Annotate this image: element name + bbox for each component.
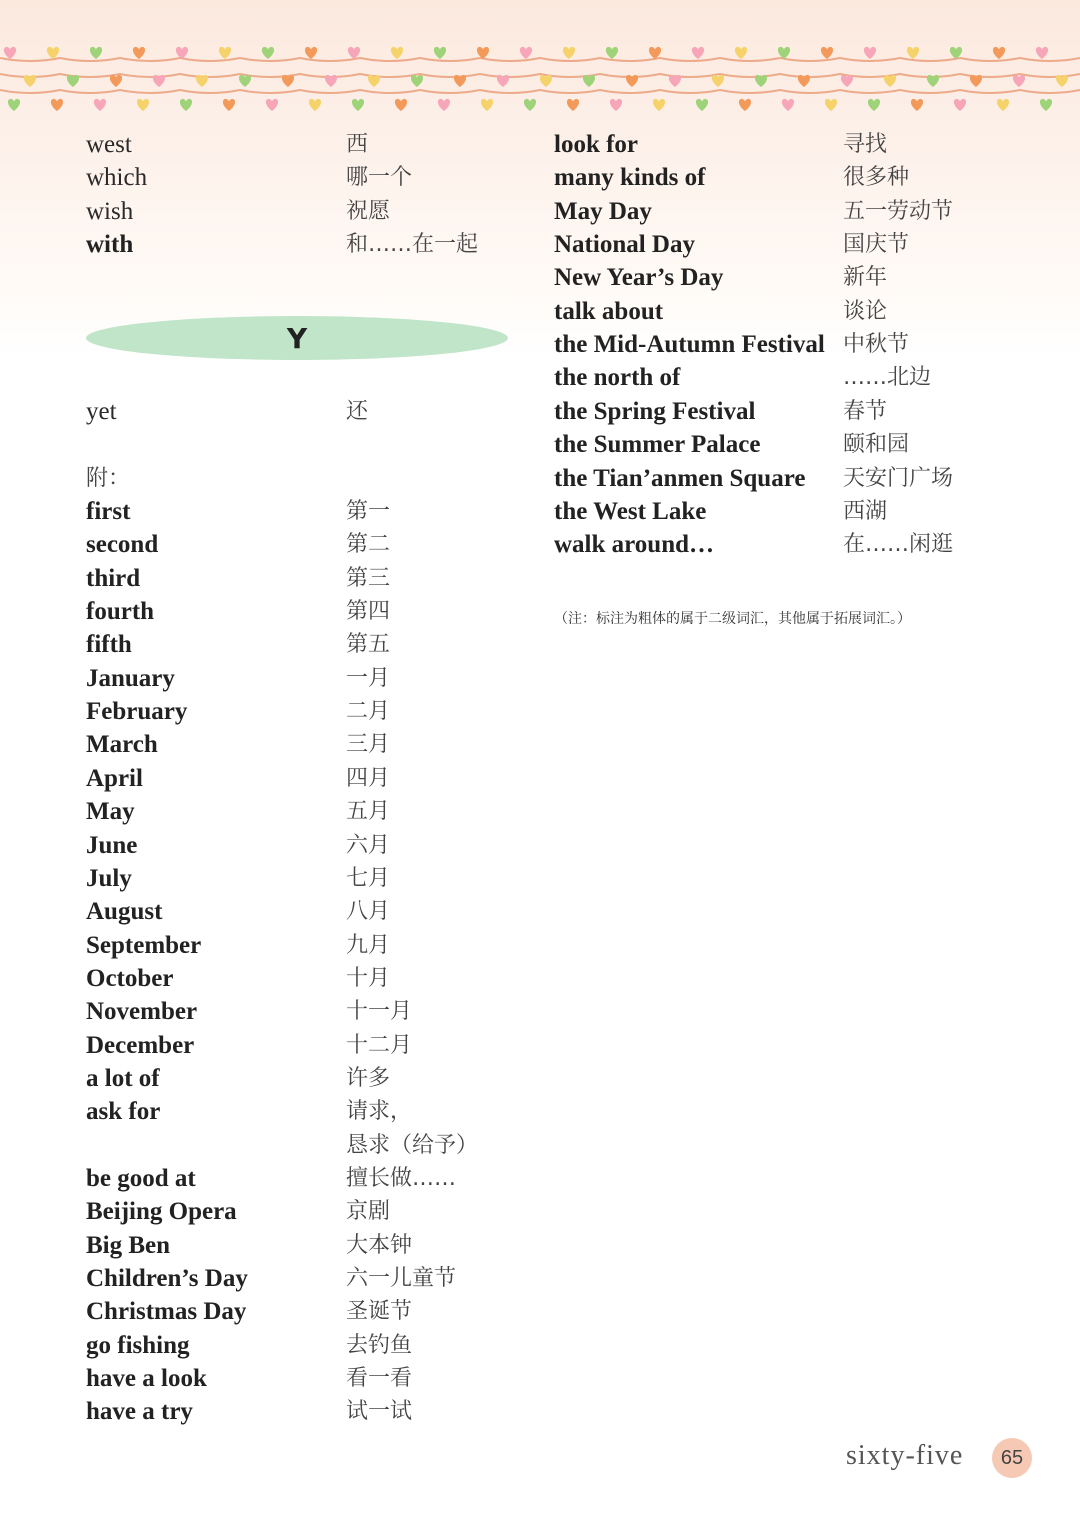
heart-icon (997, 99, 1009, 111)
heart-icon (481, 99, 493, 111)
heart-icon (563, 47, 575, 59)
word-english: Children’s Day (86, 1265, 248, 1293)
word-english: February (86, 698, 188, 726)
appendix-label: 附： (86, 466, 131, 491)
word-chinese: 二月 (346, 699, 391, 725)
word-chinese: 第四 (346, 599, 391, 625)
word-english: December (86, 1031, 195, 1059)
heart-icon (696, 99, 708, 111)
word-english: the north of (554, 364, 681, 392)
heart-icon (884, 75, 896, 87)
page-number-word: sixty-five (846, 1440, 964, 1471)
heart-icon (180, 99, 192, 111)
heart-icon (841, 75, 853, 87)
word-english: have a try (86, 1398, 193, 1426)
word-chinese: 恳求（给予） (346, 1132, 479, 1158)
word-chinese: 中秋节 (843, 332, 910, 358)
word-english: June (86, 831, 138, 859)
word-chinese: 看一看 (346, 1366, 413, 1392)
word-english: be good at (86, 1165, 196, 1192)
word-english: talk about (554, 297, 664, 325)
word-chinese: 还 (346, 399, 369, 424)
heart-icon (219, 47, 231, 59)
heart-icon (524, 99, 536, 111)
heart-icon (239, 75, 251, 87)
heart-icon (411, 75, 423, 87)
word-english: Big Ben (86, 1231, 171, 1259)
word-english: west (86, 131, 132, 158)
heart-icon (911, 99, 923, 111)
heart-icon (8, 99, 20, 111)
word-chinese: 和……在一起 (346, 232, 479, 258)
word-chinese: 国庆节 (843, 232, 910, 258)
word-english: the West Lake (554, 497, 707, 525)
heart-icon (825, 99, 837, 111)
word-english: May (86, 798, 135, 826)
heart-icon (434, 47, 446, 59)
heart-icon (606, 47, 618, 59)
word-english: the Summer Palace (554, 431, 761, 459)
heart-garland-decoration (0, 30, 1080, 130)
word-english: the Tian’anmen Square (554, 464, 806, 492)
word-english: yet (86, 398, 117, 425)
word-chinese: 一月 (346, 665, 391, 691)
word-chinese: 新年 (843, 265, 888, 291)
heart-icon (137, 99, 149, 111)
word-english: April (86, 764, 143, 792)
word-chinese: 春节 (843, 398, 888, 424)
word-chinese: 十一月 (346, 999, 413, 1025)
garland-string (0, 58, 1080, 61)
word-chinese: 哪一个 (346, 165, 413, 191)
heart-icon (110, 75, 122, 87)
word-english: first (86, 498, 131, 525)
word-english: wish (86, 197, 134, 225)
word-chinese: 西 (346, 132, 369, 157)
word-english: Christmas Day (86, 1298, 247, 1326)
word-chinese: 试一试 (346, 1399, 413, 1425)
word-chinese: 第五 (346, 632, 391, 658)
heart-icon (352, 99, 364, 111)
heart-icon (266, 99, 278, 111)
heart-icon (4, 47, 16, 59)
heart-icon (540, 75, 552, 87)
word-chinese: 天安门广场 (843, 465, 954, 491)
heart-icon (782, 99, 794, 111)
heart-icon (94, 99, 106, 111)
word-english: many kinds of (554, 164, 706, 192)
heart-icon (954, 99, 966, 111)
heart-icon (653, 99, 665, 111)
heart-icon (176, 47, 188, 59)
word-chinese: 十二月 (346, 1032, 413, 1058)
word-chinese: 三月 (346, 732, 391, 758)
heart-icon (438, 99, 450, 111)
heart-icon (47, 47, 59, 59)
heart-icon (567, 99, 579, 111)
word-english: look for (554, 131, 639, 158)
heart-icon (520, 47, 532, 59)
word-english: which (86, 164, 148, 192)
word-english: walk around… (554, 531, 715, 559)
word-english: August (86, 898, 163, 926)
heart-icon (395, 99, 407, 111)
word-english: May Day (554, 197, 652, 225)
word-english: November (86, 998, 198, 1026)
word-chinese: 祝愿 (346, 198, 391, 224)
word-english: with (86, 231, 134, 259)
word-english: January (86, 664, 175, 692)
word-english: third (86, 564, 141, 592)
word-chinese: 七月 (346, 865, 391, 891)
word-chinese: 第二 (346, 532, 391, 558)
heart-icon (739, 99, 751, 111)
word-chinese: 请求， (346, 1099, 413, 1125)
heart-icon (610, 99, 622, 111)
word-english: fourth (86, 598, 155, 626)
word-chinese: 去钓鱼 (346, 1332, 413, 1358)
word-chinese: 八月 (346, 899, 391, 925)
section-letter: Y (286, 321, 308, 355)
word-english: New Year’s Day (554, 264, 724, 292)
word-chinese: 擅长做…… (346, 1166, 457, 1191)
word-chinese: 颐和园 (843, 432, 910, 458)
word-english: ask for (86, 1098, 161, 1126)
word-english: National Day (554, 231, 695, 259)
word-chinese: 京剧 (346, 1199, 391, 1225)
heart-icon (309, 99, 321, 111)
word-english: Beijing Opera (86, 1198, 237, 1226)
word-english: second (86, 531, 159, 559)
word-chinese: 第三 (346, 565, 391, 591)
word-chinese: 九月 (346, 932, 391, 958)
heart-icon (305, 47, 317, 59)
heart-icon (735, 47, 747, 59)
word-chinese: 五月 (346, 799, 391, 825)
word-english: go fishing (86, 1331, 190, 1359)
word-english: the Spring Festival (554, 397, 756, 425)
word-english: July (86, 864, 132, 892)
heart-icon (262, 47, 274, 59)
heart-icon (477, 47, 489, 59)
heart-icon (1013, 75, 1025, 87)
heart-icon (821, 47, 833, 59)
heart-icon (391, 47, 403, 59)
word-english: the Mid-Autumn Festival (554, 331, 825, 359)
heart-icon (51, 99, 63, 111)
word-chinese: 大本钟 (346, 1232, 413, 1258)
word-chinese: 在……闲逛 (843, 532, 954, 558)
word-english: fifth (86, 631, 132, 659)
word-chinese: 西湖 (843, 498, 888, 524)
page-number-badge: 65 (992, 1438, 1032, 1478)
word-english: October (86, 964, 174, 992)
heart-icon (692, 47, 704, 59)
heart-icon (868, 99, 880, 111)
heart-icon (133, 47, 145, 59)
word-chinese: 五一劳动节 (843, 198, 954, 224)
word-chinese: ……北边 (843, 365, 932, 391)
heart-icon (1040, 99, 1052, 111)
word-chinese: 圣诞节 (346, 1299, 413, 1325)
word-chinese: 寻找 (843, 132, 888, 157)
heart-icon (712, 75, 724, 87)
section-header-y (86, 316, 508, 360)
footnote: （注：标注为粗体的属于二级词汇，其他属于拓展词汇。） (554, 611, 911, 627)
word-english: March (86, 731, 158, 759)
heart-icon (348, 47, 360, 59)
word-english: a lot of (86, 1064, 160, 1092)
heart-icon (907, 47, 919, 59)
word-chinese: 四月 (346, 765, 391, 791)
garland-string (0, 90, 1080, 93)
word-english: have a look (86, 1365, 207, 1393)
heart-icon (90, 47, 102, 59)
heart-icon (864, 47, 876, 59)
word-chinese: 十月 (346, 965, 391, 991)
word-chinese: 第一 (346, 499, 391, 524)
heart-icon (223, 99, 235, 111)
word-chinese: 六月 (346, 832, 391, 858)
word-chinese: 谈论 (843, 298, 888, 324)
heart-icon (1036, 47, 1048, 59)
word-chinese: 很多种 (843, 165, 910, 191)
word-chinese: 六一儿童节 (346, 1266, 457, 1292)
heart-icon (993, 47, 1005, 59)
word-chinese: 许多 (346, 1065, 391, 1091)
word-english: September (86, 931, 202, 959)
